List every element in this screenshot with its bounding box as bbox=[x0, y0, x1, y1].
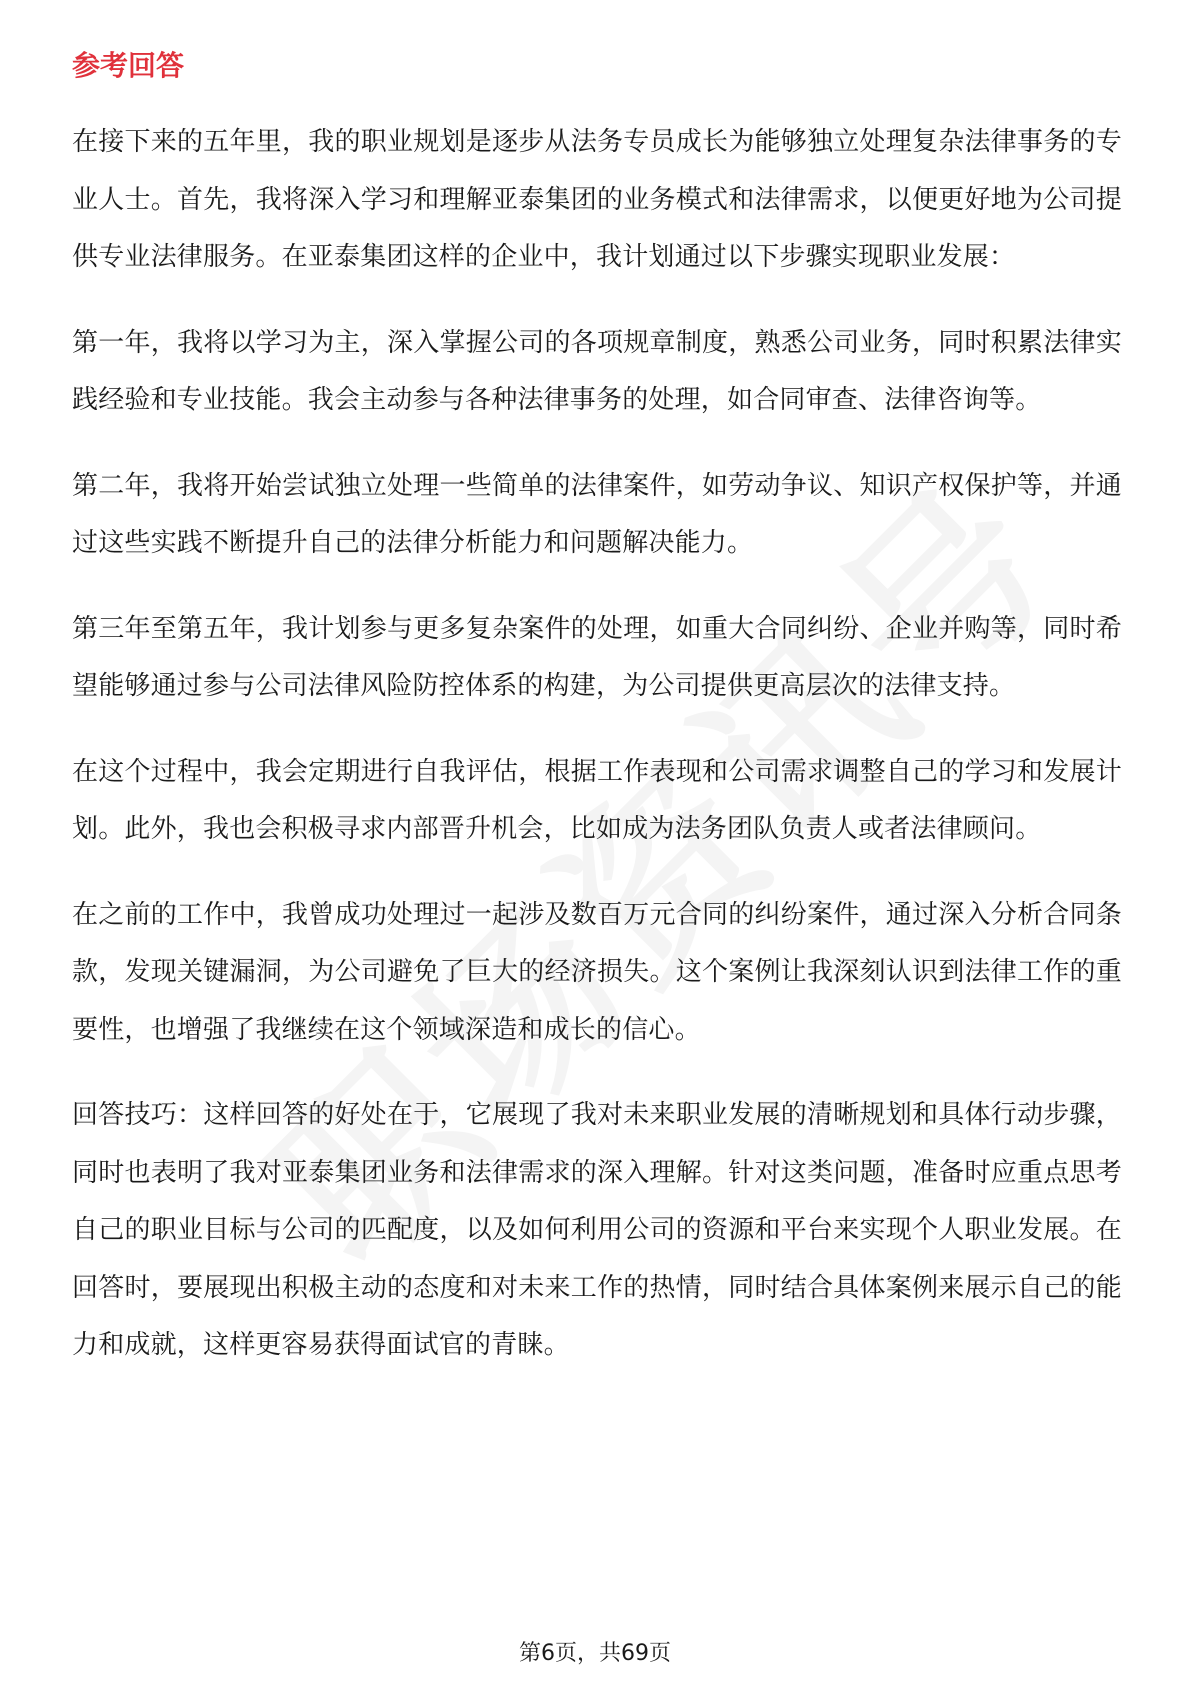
paragraph-year-two: 第二年，我将开始尝试独立处理一些简单的法律案件，如劳动争议、知识产权保护等，并通过这些实践不断提升自己的法律分析能力和问题解决能力。 bbox=[72, 470, 1122, 558]
document-body bbox=[72, 44, 1122, 1403]
paragraph-answer-tips: 回答技巧：这样回答的好处在于，它展现了我对未来职业发展的清晰规划和具体行动步骤，同时也表明了我对亚泰集团业务和法律需求的深入理解。针对这类问题，准备时应重点思考自己的职业目标与公司的匹配度，以及如何利用公司的资源和平台来实现个人职业发展。在回答时，要展现出积极主动的态度和对未来工作的热情，同时结合具体案例来展示自己的能力和成就，这样更容易获得面试官的青睐。 bbox=[72, 1100, 1122, 1360]
paragraph-year-one: 第一年，我将以学习为主，深入掌握公司的各项规章制度，熟悉公司业务，同时积累法律实践经验和专业技能。我会主动参与各种法律事务的处理，如合同审查、法律咨询等。 bbox=[72, 327, 1122, 415]
section-title: 参考回答 bbox=[72, 49, 185, 82]
paragraph-self-evaluation: 在这个过程中，我会定期进行自我评估，根据工作表现和公司需求调整自己的学习和发展计划。此外，我也会积极寻求内部晋升机会，比如成为法务团队负责人或者法律顾问。 bbox=[72, 756, 1122, 844]
page-number: 第6页，共69页 bbox=[519, 1641, 671, 1666]
paragraph-year-three-five: 第三年至第五年，我计划参与更多复杂案件的处理，如重大合同纠纷、企业并购等，同时希望能够通过参与公司法律风险防控体系的构建，为公司提供更高层次的法律支持。 bbox=[72, 613, 1122, 701]
paragraph-past-case: 在之前的工作中，我曾成功处理过一起涉及数百万元合同的纠纷案件，通过深入分析合同条款，发现关键漏洞，为公司避免了巨大的经济损失。这个案例让我深刻认识到法律工作的重要性，也增强了我继续在这个领域深造和成长的信心。 bbox=[72, 899, 1122, 1045]
paragraph-intro: 在接下来的五年里，我的职业规划是逐步从法务专员成长为能够独立处理复杂法律事务的专业人士。首先，我将深入学习和理解亚泰集团的业务模式和法律需求，以便更好地为公司提供专业法律服务。在亚泰集团这样的企业中，我计划通过以下步骤实现职业发展： bbox=[72, 127, 1122, 272]
